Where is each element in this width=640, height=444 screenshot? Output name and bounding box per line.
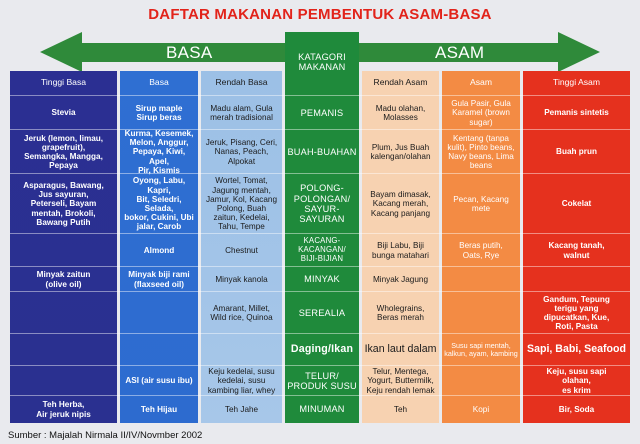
food-cell-basa: ASI (air susu ibu) bbox=[125, 376, 193, 386]
food-cell-basa bbox=[120, 334, 198, 366]
food-cell-tinggi-basa bbox=[10, 334, 117, 366]
food-cell-asam: Pecan, Kacang mete bbox=[453, 194, 509, 213]
header-asam: Asam bbox=[470, 76, 492, 87]
header-rendah-basa: Rendah Basa bbox=[215, 76, 268, 87]
food-cell-tinggi-basa: Minyak zaitun (olive oil) bbox=[36, 270, 91, 289]
food-cell-rendah-asam: Wholegrains, Beras merah bbox=[376, 303, 425, 322]
category-cell: KACANG-KACANGAN/ BIJI-BIJIAN bbox=[298, 236, 346, 263]
food-cell-rendah-asam: Plum, Jus Buah kalengan/olahan bbox=[370, 142, 431, 161]
food-cell-tinggi-basa: Jeruk (lemon, limau, grapefruit), Semangka, Mangga, Pepaya bbox=[23, 133, 104, 171]
food-cell-tinggi-asam: Gandum, Tepung terigu yang dipucatkan, Kue, Roti, Pasta bbox=[543, 294, 610, 332]
food-cell-basa: Minyak biji rami (flaxseed oil) bbox=[128, 270, 190, 289]
food-cell-rendah-asam: Minyak Jagung bbox=[372, 274, 429, 284]
food-cell-basa: Oyong, Labu, Kapri, Bit, Seledri, Selada, bokor, Cukini, Ubi jalar, Carob bbox=[124, 176, 194, 232]
food-cell-basa bbox=[120, 292, 198, 334]
food-cell-rendah-basa: Jeruk, Pisang, Ceri, Nanas, Peach, Alpokat bbox=[205, 138, 278, 166]
category-cell: POLONG- POLONGAN/ SAYUR- SAYURAN bbox=[293, 183, 351, 225]
food-cell-rendah-asam: Madu olahan, Molasses bbox=[375, 103, 426, 122]
food-cell-asam: Kentang (tanpa kulit), Pinto beans, Navy beans, Lima beans bbox=[447, 133, 515, 171]
category-cell: TELUR/ PRODUK SUSU bbox=[287, 370, 357, 391]
category-cell: MINYAK bbox=[304, 274, 340, 285]
food-cell-tinggi-asam: Cokelat bbox=[561, 199, 592, 209]
food-cell-rendah-basa: Minyak kanola bbox=[215, 274, 268, 284]
food-cell-asam bbox=[442, 267, 520, 292]
category-cell: SEREALIA bbox=[298, 307, 346, 318]
food-cell-tinggi-asam: Pemanis sintetis bbox=[544, 108, 609, 118]
food-cell-tinggi-basa: Teh Herba, Air jeruk nipis bbox=[36, 400, 91, 419]
food-cell-tinggi-asam: Bir, Soda bbox=[558, 404, 595, 414]
food-cell-rendah-asam: Biji Labu, Biji bunga matahari bbox=[372, 241, 429, 260]
basa-arrow bbox=[40, 32, 285, 72]
asam-label: ASAM bbox=[435, 43, 485, 62]
header-kategori: KATAGORI MAKANAN bbox=[298, 51, 346, 72]
food-cell-tinggi-basa bbox=[10, 366, 117, 396]
food-cell-rendah-asam: Ikan laut dalam bbox=[364, 343, 437, 356]
food-cell-tinggi-asam bbox=[523, 267, 630, 292]
food-cell-rendah-basa: Amarant, Millet, Wild rice, Quinoa bbox=[210, 303, 273, 322]
category-cell: Daging/Ikan bbox=[290, 343, 354, 356]
header-basa: Basa bbox=[149, 76, 169, 87]
food-cell-basa: Teh Hijau bbox=[140, 404, 178, 414]
category-cell: BUAH-BUAHAN bbox=[287, 146, 357, 157]
food-cell-rendah-asam: Bayam dimasak, Kacang merah, Kacang panjang bbox=[370, 190, 431, 218]
food-cell-basa: Kurma, Kesemek, Melon, Anggur, Pepaya, Kiwi, Apel, Pir, Kismis bbox=[124, 129, 194, 175]
food-cell-tinggi-asam: Sapi, Babi, Seafood bbox=[527, 343, 626, 356]
food-cell-rendah-basa: Keju kedelai, susu kedelai, susu kambing liar, whey bbox=[207, 367, 276, 395]
category-cell: PEMANIS bbox=[300, 107, 344, 118]
food-cell-asam: Susu sapi mentah, kalkun, ayam, kambing bbox=[444, 340, 518, 358]
food-cell-asam: Beras putih, Oats, Rye bbox=[459, 241, 503, 260]
food-cell-basa: Sirup maple Sirup beras bbox=[135, 103, 183, 122]
food-cell-rendah-basa: Chestnut bbox=[225, 245, 258, 255]
food-cell-tinggi-basa: Stevia bbox=[51, 108, 76, 118]
basa-label: BASA bbox=[166, 43, 213, 62]
chart-title: DAFTAR MAKANAN PEMBENTUK ASAM-BASA bbox=[148, 6, 492, 23]
food-cell-rendah-basa: Teh Jahe bbox=[224, 404, 259, 414]
source-note: Sumber : Majalah Nirmala II/IV/Novmber 2002 bbox=[8, 430, 203, 441]
food-cell-tinggi-basa bbox=[10, 234, 117, 267]
food-cell-rendah-basa bbox=[201, 334, 282, 366]
header-tinggi-asam: Tinggi Asam bbox=[553, 76, 600, 87]
food-cell-tinggi-asam: Buah prun bbox=[556, 147, 597, 157]
food-cell-asam: Gula Pasir, Gula Karamel (brown sugar) bbox=[451, 99, 511, 127]
food-cell-asam bbox=[442, 366, 520, 396]
food-cell-tinggi-basa: Asparagus, Bawang, Jus sayuran, Peterseli, Bayam mentah, Brokoli, Bawang Putih bbox=[23, 181, 104, 227]
food-cell-rendah-basa: Madu alam, Gula merah tradisional bbox=[210, 103, 273, 122]
food-cell-rendah-asam: Telur, Mentega, Yogurt, Buttermilk, Keju rendah lemak bbox=[366, 367, 435, 395]
food-cell-basa: Almond bbox=[143, 245, 175, 255]
food-cell-tinggi-asam: Kacang tanah, walnut bbox=[548, 241, 605, 260]
category-cell: MINUMAN bbox=[299, 404, 345, 415]
food-cell-rendah-basa: Wortel, Tomat, Jagung mentah, Jamur, Kol, Kacang Polong, Buah zaitun, Kedelai, Tahu, Tempe bbox=[206, 176, 277, 232]
food-cell-asam: Kopi bbox=[472, 404, 490, 414]
food-cell-tinggi-asam: Keju, susu sapi olahan, es krim bbox=[546, 367, 607, 395]
food-cell-asam bbox=[442, 292, 520, 334]
header-tinggi-basa: Tinggi Basa bbox=[40, 76, 87, 87]
food-cell-rendah-asam: Teh bbox=[393, 404, 408, 414]
header-rendah-asam: Rendah Asam bbox=[373, 76, 428, 87]
food-cell-tinggi-basa bbox=[10, 292, 117, 334]
